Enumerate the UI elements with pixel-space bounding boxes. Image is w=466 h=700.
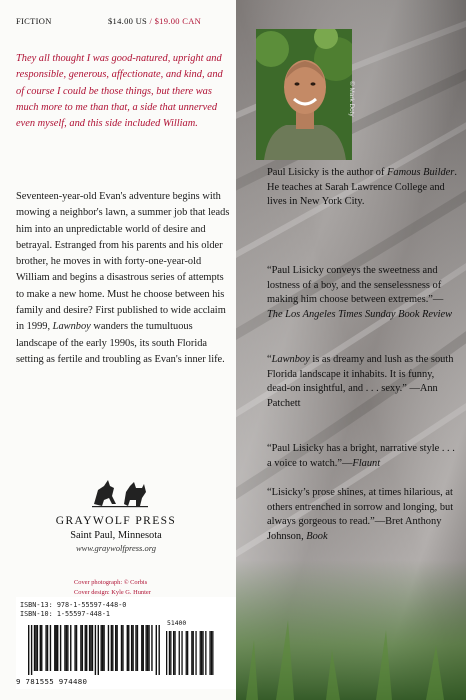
quote-2-lead: “ <box>267 354 272 365</box>
bio-post: . He teaches at Sarah Lawrence College and lives in New York City. <box>267 167 457 208</box>
barcode-addon-digits: 51400 <box>167 619 187 627</box>
barcode-bar <box>41 625 42 671</box>
price <box>108 16 201 26</box>
barcode-bar <box>28 625 29 675</box>
barcode-bar <box>67 625 68 671</box>
barcode-bar <box>127 625 128 671</box>
barcode-bar <box>101 625 102 671</box>
author-bio <box>267 166 457 210</box>
barcode-addon-bar <box>195 631 196 675</box>
barcode-addon-bar <box>211 631 212 675</box>
barcode-addon-bar <box>186 631 187 675</box>
photo-credit-line: Cover photograph: © Corbis <box>74 579 148 586</box>
barcode-bar <box>156 625 157 675</box>
barcode-addon-bar <box>169 631 170 675</box>
review-quote-3 <box>267 442 457 471</box>
barcode-bar <box>143 625 144 671</box>
barcode-addon-bar <box>173 631 174 675</box>
barcode-bar <box>92 625 93 671</box>
barcode-bar <box>135 625 136 671</box>
barcode-bar <box>74 625 75 671</box>
barcode-bar <box>131 625 132 671</box>
graywolf-logo-icon <box>90 476 150 510</box>
barcode-bar <box>89 625 90 671</box>
barcode-bar <box>116 625 117 671</box>
barcode-bar <box>103 625 104 671</box>
barcode-bar <box>47 625 48 671</box>
design-credit-line: Cover design: Kyle G. Hunter <box>74 588 151 596</box>
barcode-bar <box>31 625 32 675</box>
barcode-addon-bar <box>205 631 206 675</box>
right-panel <box>236 0 466 700</box>
review-quote-4 <box>267 486 457 544</box>
author-photo-credit: © Mark Doty <box>348 81 355 117</box>
cover-credits <box>74 578 234 597</box>
barcode-addon-bar <box>166 631 167 675</box>
publisher-website: www.graywolfpress.org <box>76 543 156 553</box>
description-title: Lawnboy <box>52 321 91 333</box>
barcode-bar <box>80 625 81 671</box>
isbn10: ISBN-10: 1-55597-448-1 <box>20 610 111 618</box>
barcode-bar <box>108 625 109 671</box>
barcode-addon-bar <box>179 631 180 675</box>
barcode-bars <box>20 625 220 677</box>
quote-4-text: “Lisicky’s prose shines, at times hilarious, at others entrenched in sorrow and longing, but always gorgeous to read.”—Bret Anthony Johnson, <box>267 487 454 542</box>
barcode-bar <box>115 625 116 671</box>
quote-4-source: Book <box>306 530 328 542</box>
pull-quote-text: They all thought I was good-natured, upright and responsible, generous, affectionate, and kind, and of course I could be those things, but there was much more to me than that, a side that unnerved even myself, and this side included William. <box>16 53 223 130</box>
barcode-digits: 9 781555 974480 <box>16 677 88 686</box>
barcode-bar <box>37 625 38 671</box>
barcode-addon-bar <box>200 631 201 675</box>
barcode-bar <box>64 625 65 671</box>
barcode-bar <box>98 625 99 675</box>
barcode-bar <box>141 625 142 671</box>
barcode-bar <box>66 625 67 671</box>
author-portrait-icon <box>256 29 352 160</box>
barcode-bar <box>45 625 46 671</box>
barcode-bar <box>147 625 148 671</box>
barcode-bar <box>111 625 112 671</box>
bio-book: Famous Builder <box>387 167 455 178</box>
quote-2-text: is as dreamy and lush as the south Florida landscape it inhabits. It is funny, dead-on insightful, and . . . sexy.” —Ann Patchett <box>267 354 454 409</box>
barcode-addon-bar <box>181 631 182 675</box>
price-us: $14.00 US <box>108 16 148 26</box>
barcode-bar <box>82 625 83 671</box>
barcode-bar <box>35 625 36 671</box>
quote-1-source: The Los Angeles Times Sunday Book Review <box>267 308 453 320</box>
barcode-bar <box>112 625 113 671</box>
barcode-bar <box>40 625 41 671</box>
barcode-bar <box>90 625 91 671</box>
barcode-bar <box>70 625 71 671</box>
barcode-bar <box>128 625 129 671</box>
barcode-bar <box>56 625 57 671</box>
description <box>16 189 232 368</box>
barcode-addon-bar <box>174 631 175 675</box>
barcode-bar <box>54 625 55 671</box>
barcode-addon-bar <box>170 631 171 675</box>
quote-3-text: “Paul Lisicky has a bright, narrative style . . . a voice to watch.”— <box>267 443 455 469</box>
barcode-bar <box>50 625 51 671</box>
barcode-addon-bar <box>187 631 188 675</box>
barcode-bar <box>122 625 123 671</box>
price-can: $19.00 CAN <box>154 16 202 26</box>
barcode-addon-bar <box>209 631 210 675</box>
barcode-bar <box>86 625 87 671</box>
review-quote-1 <box>267 264 457 322</box>
barcode-bar <box>148 625 149 671</box>
barcode-addon-bar <box>212 631 213 675</box>
barcode-bar <box>85 625 86 671</box>
barcode-bar <box>121 625 122 671</box>
barcode-bar <box>145 625 146 671</box>
barcode-addon-bar <box>201 631 202 675</box>
quote-3-source: Flaunt <box>352 457 381 469</box>
barcode-bar <box>34 625 35 671</box>
isbn-lines <box>20 601 126 619</box>
barcode-bar <box>76 625 77 671</box>
barcode-bar <box>159 625 160 675</box>
description-part2: wanders the tumultuous landscape of the early 1990s, its south Florida setting as fertile and troubling as Evan's inner life. <box>16 321 225 365</box>
price-separator: / <box>149 16 153 26</box>
publisher-city: Saint Paul, Minnesota <box>70 530 162 541</box>
barcode-addon-bar <box>202 631 203 675</box>
barcode-block <box>16 597 236 689</box>
barcode-bar <box>60 625 61 671</box>
barcode-bar <box>137 625 138 671</box>
barcode-bar <box>95 625 96 675</box>
barcode-bar <box>102 625 103 671</box>
publisher-name: GRAYWOLF PRESS <box>55 515 177 527</box>
quote-1-text: “Paul Lisicky conveys the sweetness and lostness of a boy, and the senselessness of making him choose between extremes.”— <box>267 265 444 306</box>
barcode-bar <box>132 625 133 671</box>
quote-2-title: Lawnboy <box>271 354 310 365</box>
description-part1: Seventeen-year-old Evan's adventure begins with mowing a neighbor's lawn, a summer job that leads him into an unpredictable world of desire and betrayal. Estranged from his parents and his older brother, he moves in with forty-one-year-old William and begins a disastrous series of attempts to make a new home. Must he choose between his family and desire? First published to wide acclaim in 1999, <box>16 191 230 333</box>
genre-label: FICTION <box>16 16 52 26</box>
review-quote-2 <box>267 353 457 411</box>
pull-quote <box>16 51 230 132</box>
isbn13: ISBN-13: 978-1-55597-448-0 <box>20 601 127 609</box>
barcode-addon-bar <box>193 631 194 675</box>
author-photo <box>256 29 352 160</box>
barcode-bar <box>57 625 58 671</box>
bio-pre: Paul Lisicky is the author of <box>267 167 388 178</box>
barcode-addon-bar <box>191 631 192 675</box>
barcode-bar <box>151 625 152 671</box>
